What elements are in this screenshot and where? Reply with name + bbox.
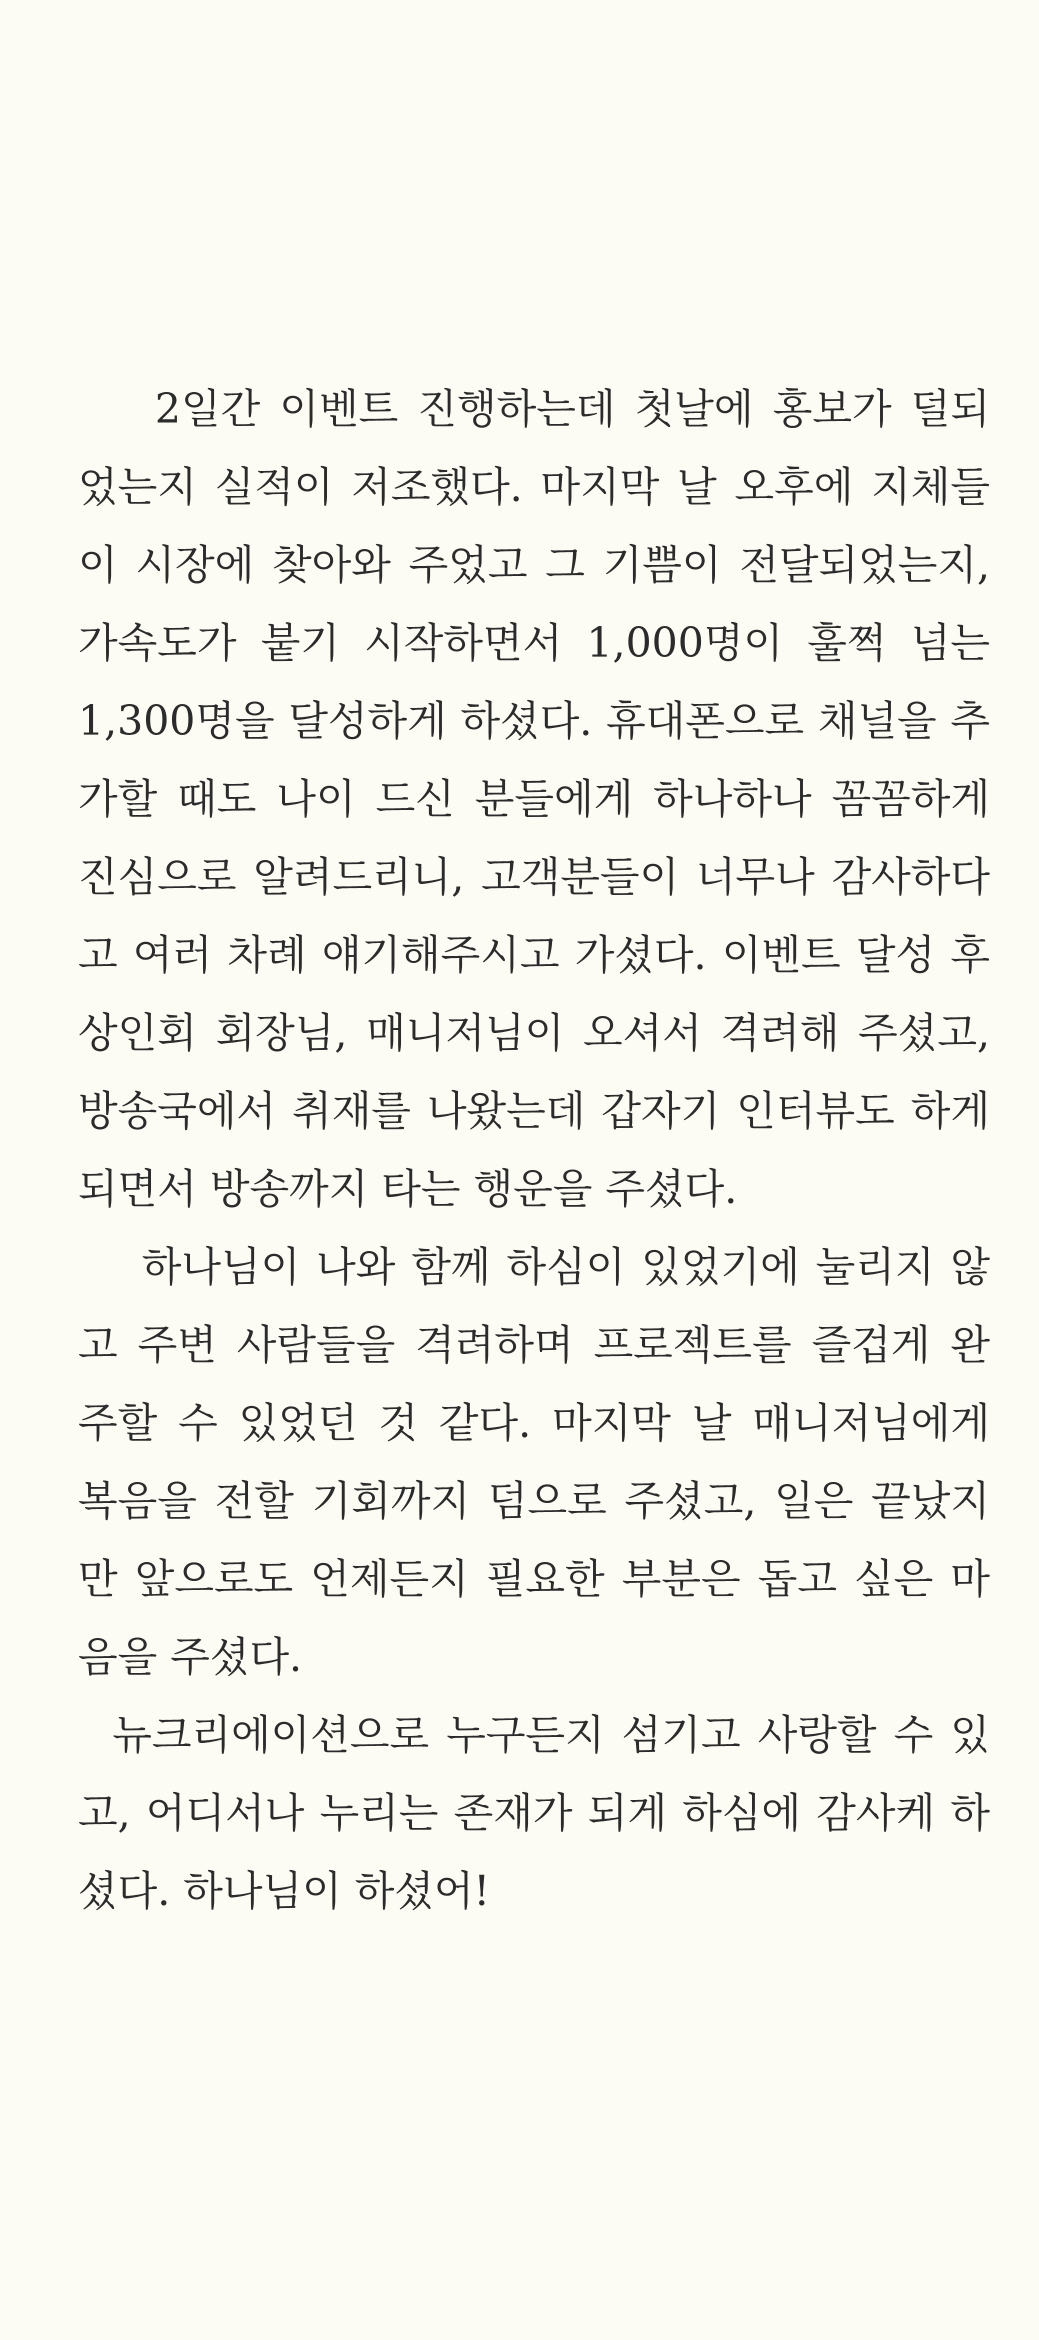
text-line: 방송국에서 취재를 나왔는데 갑자기 인터뷰도 하게	[78, 1087, 990, 1135]
text-line: 2일간 이벤트 진행하는데 첫날에 홍보가 덜되	[78, 385, 990, 433]
text-line: 뉴크리에이션으로 누구든지 섬기고 사랑할 수 있	[78, 1711, 990, 1759]
text-line: 가속도가 붙기 시작하면서 1,000명이 훌쩍 넘는	[78, 619, 990, 667]
text-line: 1,300명을 달성하게 하셨다. 휴대폰으로 채널을 추	[78, 697, 990, 745]
text-line: 되면서 방송까지 타는 행운을 주셨다.	[78, 1165, 738, 1213]
body-text	[78, 370, 990, 1930]
text-line: 가할 때도 나이 드신 분들에게 하나하나 꼼꼼하게	[78, 775, 990, 823]
text-line: 었는지 실적이 저조했다. 마지막 날 오후에 지체들	[78, 463, 990, 511]
text-line: 진심으로 알려드리니, 고객분들이 너무나 감사하다	[78, 853, 990, 901]
text-line: 이 시장에 찾아와 주었고 그 기쁨이 전달되었는지,	[78, 541, 990, 589]
text-line: 음을 주셨다.	[78, 1633, 303, 1681]
text-line: 고 여러 차례 얘기해주시고 가셨다. 이벤트 달성 후	[78, 931, 990, 979]
text-line: 고, 어디서나 누리는 존재가 되게 하심에 감사케 하	[78, 1789, 990, 1837]
text-line: 만 앞으로도 언제든지 필요한 부분은 돕고 싶은 마	[78, 1555, 990, 1603]
paragraph-2	[78, 1228, 990, 1696]
text-line: 주할 수 있었던 것 같다. 마지막 날 매니저님에게	[78, 1399, 990, 1447]
text-line: 고 주변 사람들을 격려하며 프로젝트를 즐겁게 완	[78, 1321, 990, 1369]
text-line: 상인회 회장님, 매니저님이 오셔서 격려해 주셨고,	[78, 1009, 990, 1057]
text-line: 복음을 전할 기회까지 덤으로 주셨고, 일은 끝났지	[78, 1477, 990, 1525]
text-line: 하나님이 나와 함께 하심이 있었기에 눌리지 않	[78, 1243, 990, 1291]
paragraph-3	[78, 1696, 990, 1930]
text-line: 셨다. 하나님이 하셨어!	[78, 1867, 491, 1915]
paragraph-1	[78, 370, 990, 1228]
